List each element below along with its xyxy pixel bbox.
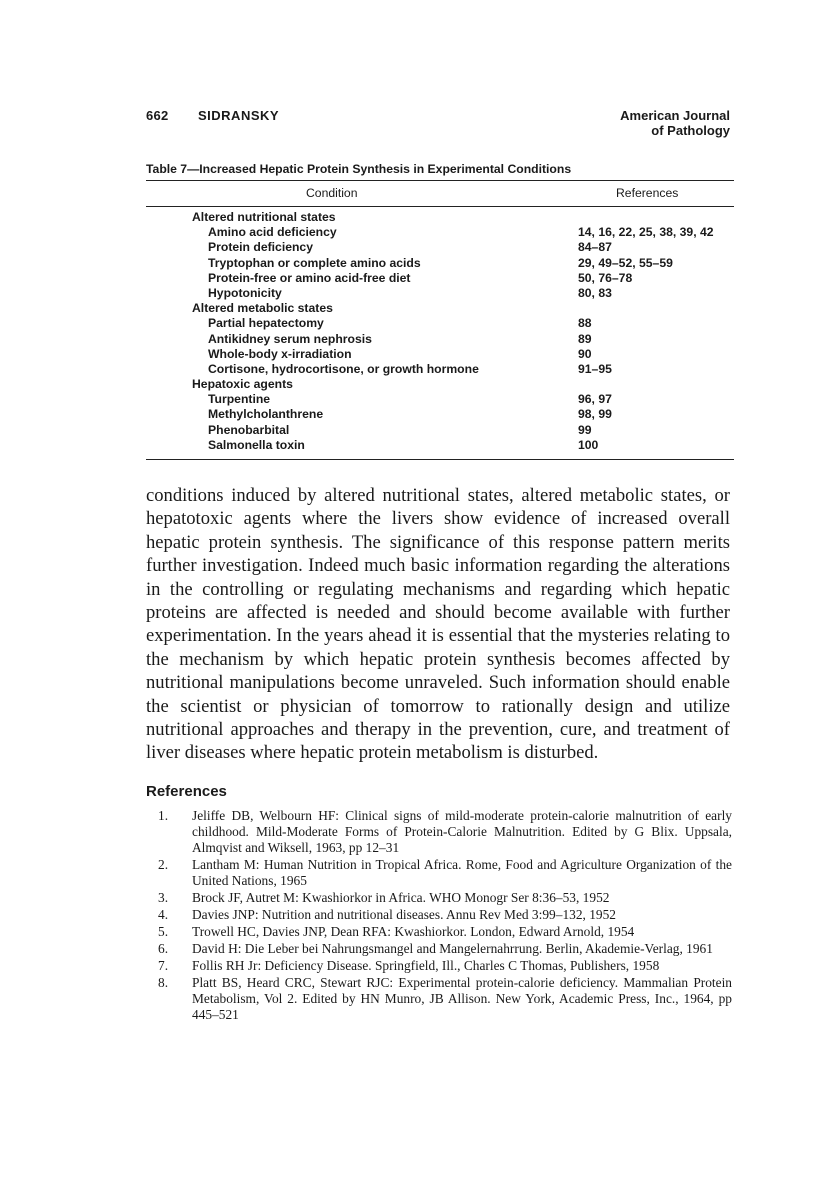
table-row: [146, 256, 734, 271]
table-row: [146, 392, 734, 407]
table-row: [146, 407, 734, 422]
references-list: [158, 808, 732, 1024]
condition-cell: Whole-body x-irradiation: [208, 346, 352, 361]
condition-cell: Turpentine: [208, 392, 271, 407]
references-cell: 91–95: [578, 361, 612, 376]
running-header: [146, 106, 730, 146]
table-row: [146, 271, 734, 286]
condition-cell: Amino acid deficiency: [208, 225, 337, 240]
reference-text: Lantham M: Human Nutrition in Tropical Africa. Rome, Food and Agriculture Organization of the United Nations, 1965: [192, 857, 732, 888]
condition-cell: Methylcholanthrene: [208, 407, 324, 422]
table-group-row: [146, 377, 734, 392]
references-cell: 50, 76–78: [578, 270, 633, 285]
reference-number: 4.: [158, 907, 169, 922]
references-cell: 80, 83: [578, 285, 612, 300]
table-body: [146, 207, 734, 453]
references-cell: 100: [578, 437, 599, 452]
condition-cell: Altered metabolic states: [192, 301, 333, 316]
reference-number: 7.: [158, 958, 169, 973]
references-cell: 29, 49–52, 55–59: [578, 255, 673, 270]
condition-cell: Hypotonicity: [208, 285, 282, 300]
reference-item: [158, 941, 732, 957]
reference-number: 5.: [158, 924, 169, 939]
reference-text: Trowell HC, Davies JNP, Dean RFA: Kwashiorkor. London, Edward Arnold, 1954: [192, 924, 635, 939]
reference-text: Follis RH Jr: Deficiency Disease. Springfield, Ill., Charles C Thomas, Publishers, 1958: [192, 958, 660, 973]
table-header-row: [146, 181, 734, 203]
reference-number: 1.: [158, 808, 169, 823]
condition-cell: Protein deficiency: [208, 240, 313, 255]
reference-number: 6.: [158, 941, 169, 956]
reference-text: Brock JF, Autret M: Kwashiorkor in Africa. WHO Monogr Ser 8:36–53, 1952: [192, 890, 610, 905]
table-row: [146, 316, 734, 331]
reference-item: [158, 890, 732, 906]
reference-text: Platt BS, Heard CRC, Stewart RJC: Experimental protein-calorie deficiency. Mammalian Protein Metabolism, Vol 2. Edited by HN Munro, JB Allison. New York, Academic Press, Inc., 1964, pp 445–521: [192, 975, 732, 1022]
condition-cell: Partial hepatectomy: [208, 316, 324, 331]
condition-cell: Phenobarbital: [208, 422, 290, 437]
reference-item: [158, 958, 732, 974]
reference-number: 8.: [158, 975, 169, 990]
condition-cell: Hepatoxic agents: [192, 377, 293, 392]
conditions-table: [146, 180, 734, 460]
reference-item: [158, 907, 732, 923]
table-row: [146, 286, 734, 301]
table-row: [146, 438, 734, 453]
reference-text: Davies JNP: Nutrition and nutritional diseases. Annu Rev Med 3:99–132, 1952: [192, 907, 617, 922]
table-row: [146, 362, 734, 377]
references-cell: 99: [578, 422, 592, 437]
references-heading: References: [146, 783, 227, 800]
reference-item: [158, 975, 732, 1023]
reference-number: 2.: [158, 857, 169, 872]
references-cell: 98, 99: [578, 407, 612, 422]
reference-text: Jeliffe DB, Welbourn HF: Clinical signs of mild-moderate protein-calorie malnutrition of early childhood. Mild-Moderate Forms of Protein-Calorie Malnutrition. Edited by G Blix. Uppsala, Almqvist and Wiksell, 1963, pp 12–31: [192, 808, 732, 855]
condition-cell: Tryptophan or complete amino acids: [208, 255, 421, 270]
table-caption: Table 7—Increased Hepatic Protein Synthesis in Experimental Conditions: [146, 162, 572, 176]
column-header-condition: Condition: [306, 186, 358, 200]
references-cell: 89: [578, 331, 592, 346]
reference-item: [158, 808, 732, 856]
journal-name-line-1: American Journal: [620, 108, 730, 123]
references-cell: 90: [578, 346, 592, 361]
references-cell: 88: [578, 316, 592, 331]
condition-cell: Antikidney serum nephrosis: [208, 331, 372, 346]
condition-cell: Protein-free or amino acid-free diet: [208, 270, 411, 285]
table-group-row: [146, 301, 734, 316]
table-row: [146, 332, 734, 347]
table-row: [146, 225, 734, 240]
condition-cell: Cortisone, hydrocortisone, or growth hormone: [208, 361, 479, 376]
table-row: [146, 347, 734, 362]
reference-text: David H: Die Leber bei Nahrungsmangel and Mangelernahrrung. Berlin, Akademie-Verlag, 1961: [192, 941, 713, 956]
journal-name-line-2: of Pathology: [651, 123, 730, 138]
table-bottom-rule: [146, 459, 734, 460]
reference-item: [158, 924, 732, 940]
running-author: SIDRANSKY: [198, 108, 280, 123]
condition-cell: Salmonella toxin: [208, 437, 305, 452]
table-row: [146, 423, 734, 438]
table-group-row: [146, 210, 734, 225]
page-number: 662: [146, 108, 169, 123]
references-cell: 14, 16, 22, 25, 38, 39, 42: [578, 225, 714, 240]
references-cell: 84–87: [578, 240, 612, 255]
reference-number: 3.: [158, 890, 169, 905]
body-paragraph: conditions induced by altered nutritional states, altered metabolic states, or hepatotoxic agents where the livers show evidence of increased overall hepatic protein synthesis. The significance of this response pattern merits further investigation. Indeed much basic information regarding the alterations in the controlling or regulating mechanisms and regarding which hepatic proteins are affected is needed and should become available with further experimentation. In the years ahead it is essential that the mysteries relating to the mechanism by which hepatic protein synthesis becomes affected by nutritional manipulations become unraveled. Such information should enable the scientist or physician of tomorrow to rationally design and utilize nutritional approaches and therapy in the prevention, cure, and treatment of liver diseases where hepatic protein metabolism is disturbed.: [146, 485, 730, 764]
reference-item: [158, 857, 732, 889]
condition-cell: Altered nutritional states: [192, 210, 336, 224]
journal-name: [620, 108, 730, 138]
references-cell: 96, 97: [578, 392, 612, 407]
column-header-references: References: [616, 186, 679, 200]
table-row: [146, 240, 734, 255]
